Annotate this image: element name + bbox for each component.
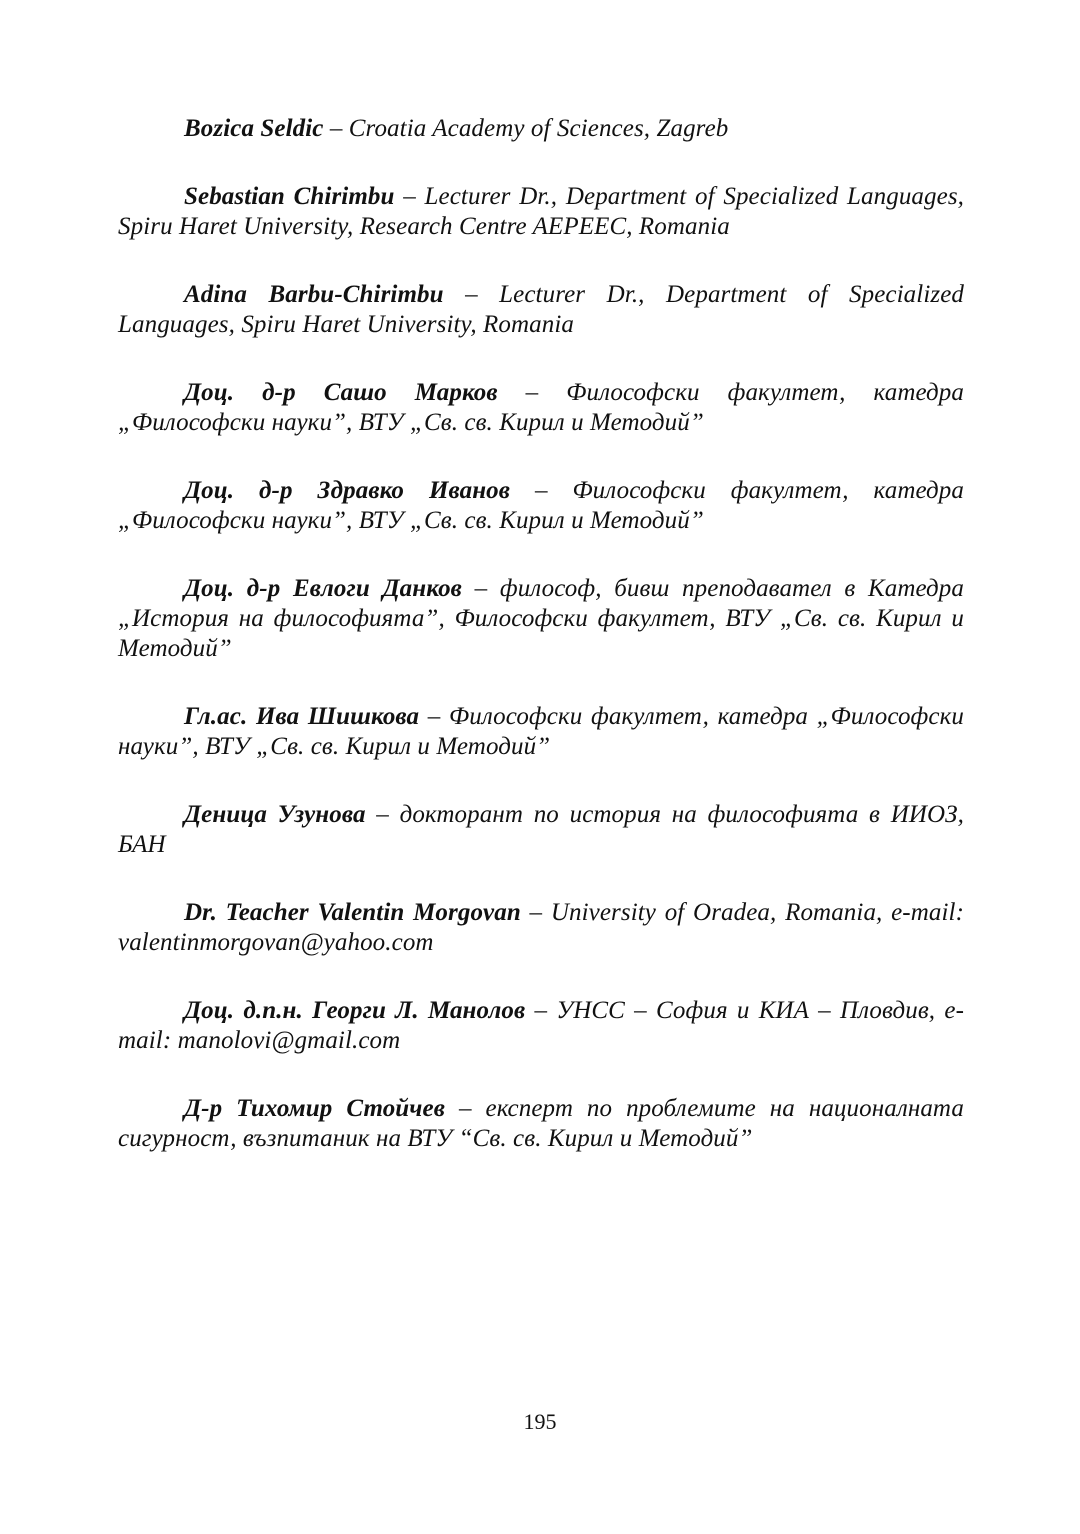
contributor-entry bbox=[118, 280, 964, 340]
contributor-name: Доц. д-р Здравко Иванов bbox=[184, 477, 511, 504]
contributor-entry bbox=[118, 476, 964, 536]
contributor-entry bbox=[118, 574, 964, 664]
contributor-name: Деница Узунова bbox=[184, 801, 366, 828]
contributor-affiliation: – Философски факултет, катедра „Философски науки”, ВТУ „Св. св. Кирил и Методий” bbox=[118, 703, 964, 760]
contributor-affiliation: – Философски факултет, катедра „Философски науки”, ВТУ „Св. св. Кирил и Методий” bbox=[118, 477, 965, 534]
contributor-affiliation: – УНСС – София и КИА – Пловдив, e-mail: manolovi@gmail.com bbox=[118, 997, 964, 1054]
contributor-entry bbox=[118, 996, 964, 1056]
contributor-affiliation: – Lecturer Dr., Department of Specialized Languages, Spiru Haret University, Romania bbox=[118, 281, 964, 338]
contributor-entry bbox=[118, 898, 964, 958]
contributor-affiliation: – експерт по проблемите на националната сигурност, възпитаник на ВТУ “Св. св. Кирил и Методий” bbox=[118, 1095, 964, 1152]
contributor-name: Доц. д.п.н. Георги Л. Манолов bbox=[184, 997, 526, 1024]
contributor-entry bbox=[118, 114, 964, 144]
contributor-name: Доц. д-р Сашо Марков bbox=[184, 379, 498, 406]
contributor-name: Bozica Seldic bbox=[184, 115, 324, 142]
contributor-affiliation: – философ, бивш преподавател в Катедра „История на философията”, Философски факултет, ВТУ „Св. св. Кирил и Методий” bbox=[118, 575, 964, 662]
contributor-affiliation: – University of Oradea, Romania, e-mail: valentinmorgovan@yahoo.com bbox=[118, 899, 964, 956]
contributor-affiliation: – Философски факултет, катедра „Философски науки”, ВТУ „Св. св. Кирил и Методий” bbox=[118, 379, 964, 436]
contributor-entry bbox=[118, 378, 964, 438]
contributor-name: Sebastian Chirimbu bbox=[184, 183, 395, 210]
contributor-name: Доц. д-р Евлоги Данков bbox=[184, 575, 462, 602]
contributor-affiliation: – Croatia Academy of Sciences, Zagreb bbox=[323, 115, 729, 142]
contributor-affiliation: – докторант по история на философията в ИИОЗ, БАН bbox=[118, 801, 964, 858]
contributor-entry bbox=[118, 1094, 964, 1154]
contributors-list bbox=[118, 114, 964, 1192]
contributor-name: Dr. Teacher Valentin Morgovan bbox=[184, 899, 521, 926]
contributor-entry bbox=[118, 702, 964, 762]
contributor-name: Д-р Тихомир Стойчев bbox=[184, 1095, 445, 1122]
contributor-name: Гл.ас. Ива Шишкова bbox=[184, 703, 420, 730]
contributor-entry bbox=[118, 182, 964, 242]
page-number: 195 bbox=[523, 1409, 557, 1434]
contributor-entry bbox=[118, 800, 964, 860]
contributor-affiliation: – Lecturer Dr., Department of Specialized Languages, Spiru Haret University, Research Centre AEPEEC, Romania bbox=[118, 183, 965, 240]
contributor-name: Adina Barbu-Chirimbu bbox=[184, 281, 444, 308]
